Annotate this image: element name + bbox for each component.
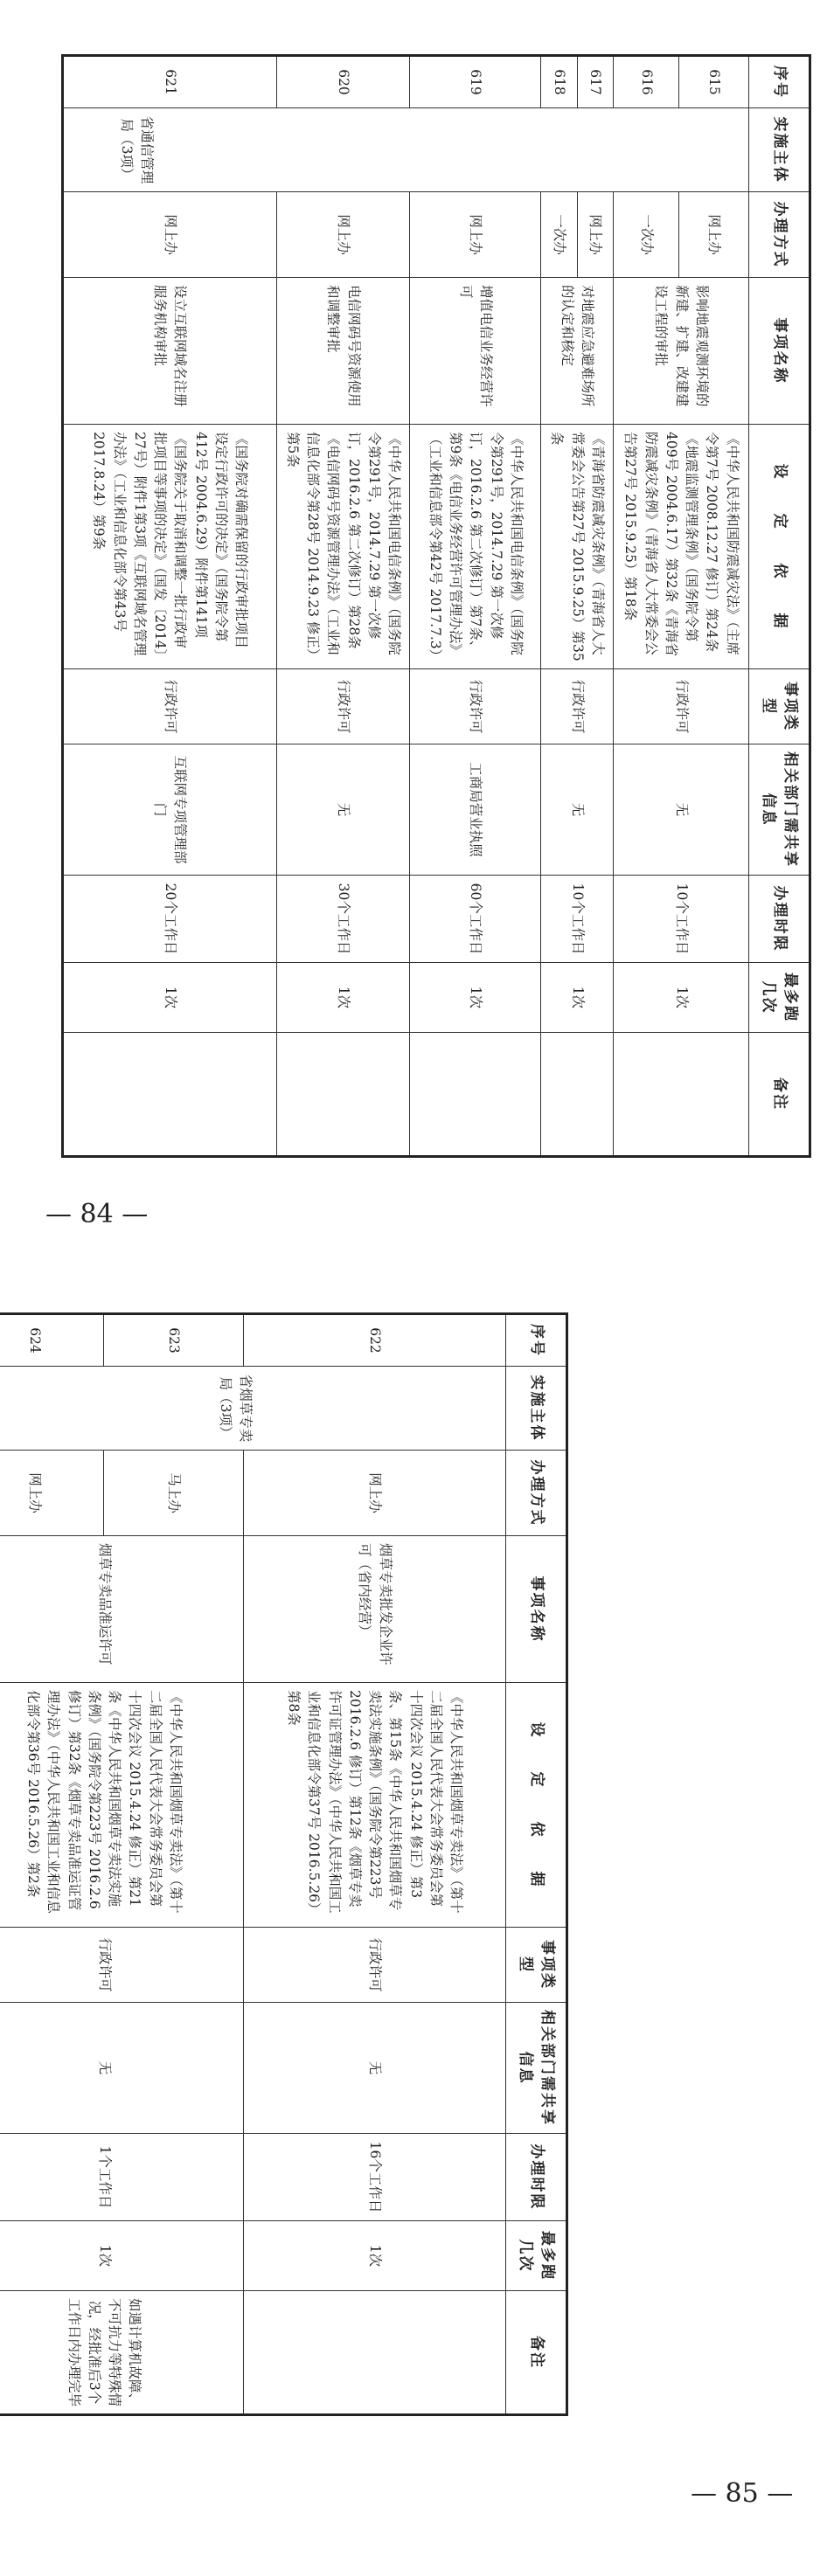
col-header: 备注 — [749, 1033, 810, 1157]
header-row — [749, 56, 810, 1157]
col-header: 最多跑几次 — [506, 2221, 567, 2291]
col-header: 办理时限 — [506, 2134, 567, 2221]
page-84 — [0, 0, 834, 1285]
share-cell: 互联网专项管理部门 — [62, 744, 276, 876]
col-header: 序号 — [749, 56, 810, 108]
col-header: 办理方式 — [506, 1451, 567, 1536]
item-name: 电信网码号资源使用和调整审批 — [276, 278, 410, 425]
time-cell: 10个工作日 — [541, 876, 614, 963]
basis-cell: 《中华人民共和国防震减灾法》（主席令第7号 2008.12.27 修订）第24条《地震监测管理条例》（国务院令第409号 2004.6.17）第32条《青海省防震减灾条例》（青海省人大常委会公告第27号 2015.9.25）第18条 — [614, 425, 749, 669]
col-header: 办理时限 — [749, 876, 810, 963]
type-cell: 行政许可 — [0, 1928, 244, 2003]
max-cell: 1次 — [62, 963, 276, 1033]
type-cell: 行政许可 — [276, 669, 410, 744]
mode-cell: 一次办 — [614, 192, 679, 278]
time-cell: 10个工作日 — [614, 876, 749, 963]
time-cell: 30个工作日 — [276, 876, 410, 963]
basis-cell: 《中华人民共和国烟草专卖法》（第十二届全国人民代表大会常务委员会第十四次会议 2015.4.24 修正）第3条、第15条《中华人民共和国烟草专卖法实施条例》（国务院令第223号 2016.2.6 修订）第12条《烟草专卖许可证管理办法》（中华人民共和国工业和信息化部令第37号 2016.5.26）第8条 — [244, 1683, 506, 1928]
table-row — [244, 1314, 506, 2415]
agency-name: 省通信管理局（3项） — [119, 115, 156, 184]
mode-cell: 网上办 — [679, 192, 749, 278]
items-table-85 — [0, 1312, 568, 2416]
agency-cell — [62, 108, 748, 192]
table-row — [679, 56, 749, 1157]
col-header: 相关部门需共享信息 — [506, 2003, 567, 2134]
share-cell: 无 — [541, 744, 614, 876]
time-cell: 16个工作日 — [244, 2134, 506, 2221]
basis-cell: 《中华人民共和国烟草专卖法》（第十二届全国人民代表大会常务委员会第十四次会议 2015.4.24 修正）第21条《中华人民共和国烟草专卖法实施条例》（国务院令第223号 2016.2.6 修订）第32条《烟草专卖品准运证管理办法》（中华人民共和国工业和信息化部令第36号 2016.5.26）第2条 — [0, 1683, 244, 1928]
mode-cell: 网上办 — [62, 192, 276, 278]
note-cell — [244, 2291, 506, 2415]
mode-cell: 马上办 — [104, 1451, 244, 1536]
row-number: 624 — [0, 1314, 104, 1367]
page-number: — 85 — — [691, 2478, 794, 2509]
time-cell: 60个工作日 — [410, 876, 541, 963]
col-header: 序号 — [506, 1314, 567, 1367]
item-name: 烟草专卖品准运许可 — [0, 1536, 244, 1683]
col-header: 办理方式 — [749, 192, 810, 278]
items-table-84 — [61, 54, 811, 1158]
basis-cell: 《青海省防震减灾条例》（青海省人大常委会公告第27号 2015.9.25）第35条 — [541, 425, 614, 669]
page-85 — [0, 1291, 834, 2576]
table-row — [577, 56, 613, 1157]
row-number: 620 — [276, 56, 410, 108]
max-cell: 1次 — [276, 963, 410, 1033]
share-cell: 无 — [0, 2003, 244, 2134]
type-cell: 行政许可 — [541, 669, 614, 744]
time-cell: 1个工作日 — [0, 2134, 244, 2221]
mode-cell: 网上办 — [244, 1451, 506, 1536]
agency-name: 省烟草专卖局（3项） — [218, 1374, 254, 1443]
col-header: 事项名称 — [506, 1536, 567, 1683]
agency-cell — [0, 1367, 506, 1451]
share-cell: 无 — [614, 744, 749, 876]
type-cell: 行政许可 — [410, 669, 541, 744]
row-number: 623 — [104, 1314, 244, 1367]
table-row — [410, 56, 541, 1157]
page-number: — 84 — — [45, 1199, 149, 1229]
type-cell: 行政许可 — [62, 669, 276, 744]
note-cell — [62, 1033, 276, 1157]
max-cell: 1次 — [244, 2221, 506, 2291]
mode-cell: 网上办 — [577, 192, 613, 278]
item-name: 对地震应急避难场所的认定和核定 — [541, 278, 614, 425]
col-header: 最多跑几次 — [749, 963, 810, 1033]
share-cell: 工商局营业执照 — [410, 744, 541, 876]
col-header: 事项类型 — [506, 1928, 567, 2003]
header-row — [506, 1314, 567, 2415]
col-header: 事项类型 — [749, 669, 810, 744]
table-row — [62, 56, 276, 1157]
basis-cell: 《国务院对确需保留的行政审批项目设定行政许可的决定》（国务院令第412号 2004.6.29）附件第141项《国务院关于取消和调整一批行政审批项目等事项的决定》（国发〔2014〕27号）附件1第3项《互联网域名管理办法》（工业和信息化部令第43号 2017.8.24）第9条 — [62, 425, 276, 669]
mode-cell: 一次办 — [541, 192, 577, 278]
item-name: 烟草专卖批发企业许可（省内经营） — [244, 1536, 506, 1683]
row-number: 616 — [614, 56, 679, 108]
col-header: 实施主体 — [749, 108, 810, 192]
note-cell — [541, 1033, 614, 1157]
table-row — [104, 1314, 244, 2415]
mode-cell: 网上办 — [276, 192, 410, 278]
col-header: 设 定 依 据 — [749, 425, 810, 669]
col-header: 备注 — [506, 2291, 567, 2415]
item-name: 增值电信业务经营许可 — [410, 278, 541, 425]
item-name: 影响地震观测环境的新建、扩建、改建建设工程的审批 — [614, 278, 749, 425]
table-row — [276, 56, 410, 1157]
row-number: 617 — [577, 56, 613, 108]
row-number: 621 — [62, 56, 276, 108]
basis-cell: 《中华人民共和国电信条例》（国务院令第291号，2014.7.29 第一次修订，2016.2.6 第二次修订）第28条《电信网码号资源管理办法》（工业和信息化部令第28号 2014.9.23 修正）第5条 — [276, 425, 410, 669]
row-number: 618 — [541, 56, 577, 108]
mode-cell: 网上办 — [410, 192, 541, 278]
mode-cell: 网上办 — [0, 1451, 104, 1536]
basis-cell: 《中华人民共和国电信条例》（国务院令第291号，2014.7.29 第一次修订，2016.2.6 第二次修订）第7条、第9条《电信业务经营许可管理办法》（工业和信息部令第42号 2017.7.3） — [410, 425, 541, 669]
share-cell: 无 — [244, 2003, 506, 2134]
max-cell: 1次 — [541, 963, 614, 1033]
col-header: 相关部门需共享信息 — [749, 744, 810, 876]
time-cell: 20个工作日 — [62, 876, 276, 963]
row-number: 615 — [679, 56, 749, 108]
max-cell: 1次 — [614, 963, 749, 1033]
note-cell — [276, 1033, 410, 1157]
row-number: 619 — [410, 56, 541, 108]
max-cell: 1次 — [410, 963, 541, 1033]
type-cell: 行政许可 — [244, 1928, 506, 2003]
note-cell — [410, 1033, 541, 1157]
note-cell: 如遇计算机故障、不可抗力等特殊情况，经批准后3个工作日内办理完毕 — [0, 2291, 244, 2415]
type-cell: 行政许可 — [614, 669, 749, 744]
share-cell: 无 — [276, 744, 410, 876]
note-cell — [614, 1033, 749, 1157]
row-number: 622 — [244, 1314, 506, 1367]
max-cell: 1次 — [0, 2221, 244, 2291]
col-header: 实施主体 — [506, 1367, 567, 1451]
item-name: 设立互联网域名注册服务机构审批 — [62, 278, 276, 425]
col-header: 事项名称 — [749, 278, 810, 425]
col-header: 设 定 依 据 — [506, 1683, 567, 1928]
